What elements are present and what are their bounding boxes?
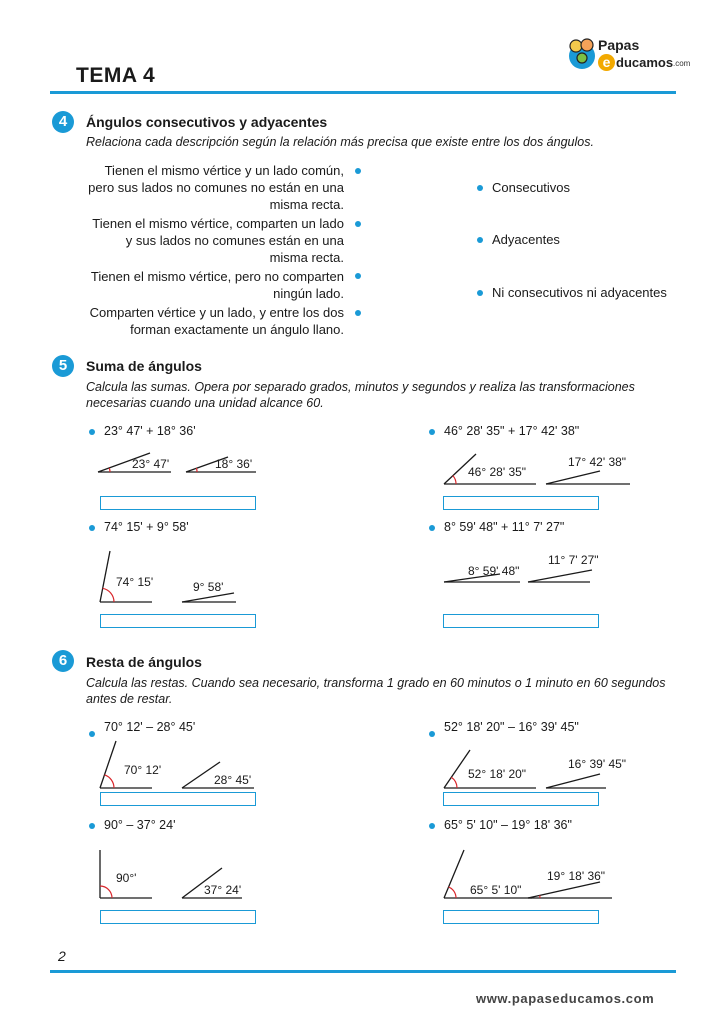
- angle-label: 23° 47': [132, 457, 170, 471]
- angle-label: 8° 59' 48": [468, 564, 520, 578]
- sum-exercise-3-figure: [96, 548, 266, 608]
- subtraction-exercise-4-figure: [440, 846, 640, 902]
- angle-label: 65° 5' 10": [470, 883, 522, 897]
- sum-exercise-2-label: 46° 28' 35" + 17° 42' 38": [444, 424, 580, 438]
- angle-label: 74° 15': [116, 575, 154, 589]
- logo-line1: Papas: [598, 37, 640, 53]
- subtraction-exercise-2-label: 52° 18' 20" – 16° 39' 45": [444, 720, 579, 734]
- subtraction-exercise-2-answer-box[interactable]: [443, 792, 599, 806]
- subtraction-exercise-1-answer-box[interactable]: [100, 792, 256, 806]
- subtraction-exercise-2-figure: [440, 738, 640, 794]
- sum-exercise-2-figure: [440, 446, 640, 490]
- subtraction-exercise-4-label: 65° 5' 10" – 19° 18' 36": [444, 818, 572, 832]
- section-6-title: Resta de ángulos: [86, 654, 202, 670]
- sum-exercise-1-figure: [96, 446, 266, 486]
- subtraction-exercise-1-figure: [96, 738, 266, 794]
- option-consecutivos: Consecutivos: [492, 180, 571, 195]
- section-6-badge: 6: [52, 650, 74, 672]
- sum-exercise-4-answer-box[interactable]: [443, 614, 599, 628]
- sum-exercise-4-label: 8° 59' 48" + 11° 7' 27": [444, 520, 565, 534]
- angle-label: 19° 18' 36": [547, 869, 606, 883]
- exercise-bullet: [89, 525, 95, 531]
- sum-exercise-3-answer-box[interactable]: [100, 614, 256, 628]
- exercise-bullet: [89, 429, 95, 435]
- sum-exercise-2-answer-box[interactable]: [443, 496, 599, 510]
- exercise-bullet: [89, 731, 95, 737]
- angle-label: 18° 36': [215, 457, 253, 471]
- exercise-bullet: [429, 823, 435, 829]
- footer-url[interactable]: www.papaseducamos.com: [476, 991, 655, 1006]
- section-5-badge: 5: [52, 355, 74, 377]
- angle-label: 37° 24': [204, 883, 242, 897]
- option-ni-consecutivos-ni-adyacentes: Ni consecutivos ni adyacentes: [492, 285, 667, 300]
- exercise-bullet: [429, 731, 435, 737]
- angle-label: 11° 7' 27": [548, 553, 599, 567]
- section-6-instruction: Calcula las restas. Cuando sea necesario, transforma 1 grado en 60 minutos o 1 minuto en 60 segundos antes de restar.: [86, 676, 666, 706]
- exercise-bullet: [429, 429, 435, 435]
- match-dot-description-4[interactable]: [355, 310, 361, 316]
- subtraction-exercise-4-answer-box[interactable]: [443, 910, 599, 924]
- description-3: Tienen el mismo vértice, pero no comparten ningún lado.: [90, 269, 344, 301]
- angle-label: 17° 42' 38": [568, 455, 627, 469]
- angle-label: 52° 18' 20": [468, 767, 527, 781]
- description-1: Tienen el mismo vértice y un lado común, pero sus lados no comunes no están en una misma recta.: [88, 163, 344, 212]
- subtraction-exercise-3-label: 90° – 37° 24': [104, 818, 176, 832]
- exercise-bullet: [429, 525, 435, 531]
- match-dot-option-1[interactable]: [477, 185, 483, 191]
- subtraction-exercise-3-answer-box[interactable]: [100, 910, 256, 924]
- sum-exercise-1-answer-box[interactable]: [100, 496, 256, 510]
- footer-rule: [50, 970, 676, 973]
- section-4-title: Ángulos consecutivos y adyacentes: [86, 114, 328, 130]
- match-dot-description-1[interactable]: [355, 168, 361, 174]
- angle-label: 46° 28' 35": [468, 465, 527, 479]
- page-title: TEMA 4: [76, 64, 156, 87]
- logo-e-badge: e: [598, 54, 615, 71]
- section-4-instruction: Relaciona cada descripción según la relación más precisa que existe entre los dos ángulos.: [86, 135, 594, 149]
- description-4: Comparten vértice y un lado, y entre los dos forman exactamente un ángulo llano.: [89, 305, 344, 337]
- logo-suffix: .com: [673, 59, 691, 68]
- match-dot-option-2[interactable]: [477, 237, 483, 243]
- sum-exercise-1-label: 23° 47' + 18° 36': [104, 424, 196, 438]
- angle-label: 16° 39' 45": [568, 757, 627, 771]
- match-dot-description-3[interactable]: [355, 273, 361, 279]
- section-5-title: Suma de ángulos: [86, 358, 202, 374]
- match-dot-description-2[interactable]: [355, 221, 361, 227]
- sum-exercise-4-figure: [440, 552, 640, 592]
- family-logo-icon: [566, 36, 598, 70]
- angle-label: 70° 12': [124, 763, 162, 777]
- match-dot-option-3[interactable]: [477, 290, 483, 296]
- section-4-badge: 4: [52, 111, 74, 133]
- header-rule: [50, 91, 676, 94]
- angle-label: 90°': [116, 871, 137, 885]
- sum-exercise-3-label: 74° 15' + 9° 58': [104, 520, 189, 534]
- subtraction-exercise-3-figure: [96, 846, 266, 902]
- logo-line2: ducamos: [616, 55, 674, 70]
- page-number: 2: [58, 948, 66, 964]
- angle-label: 28° 45': [214, 773, 252, 787]
- description-2: Tienen el mismo vértice, comparten un lado y sus lados no comunes están en una misma recta.: [92, 216, 344, 265]
- option-adyacentes: Adyacentes: [492, 232, 560, 247]
- subtraction-exercise-1-label: 70° 12' – 28° 45': [104, 720, 196, 734]
- exercise-bullet: [89, 823, 95, 829]
- angle-label: 9° 58': [193, 580, 224, 594]
- section-5-instruction: Calcula las sumas. Opera por separado grados, minutos y segundos y realiza las transformaciones necesarias cuando una unidad alcance 60.: [86, 380, 635, 410]
